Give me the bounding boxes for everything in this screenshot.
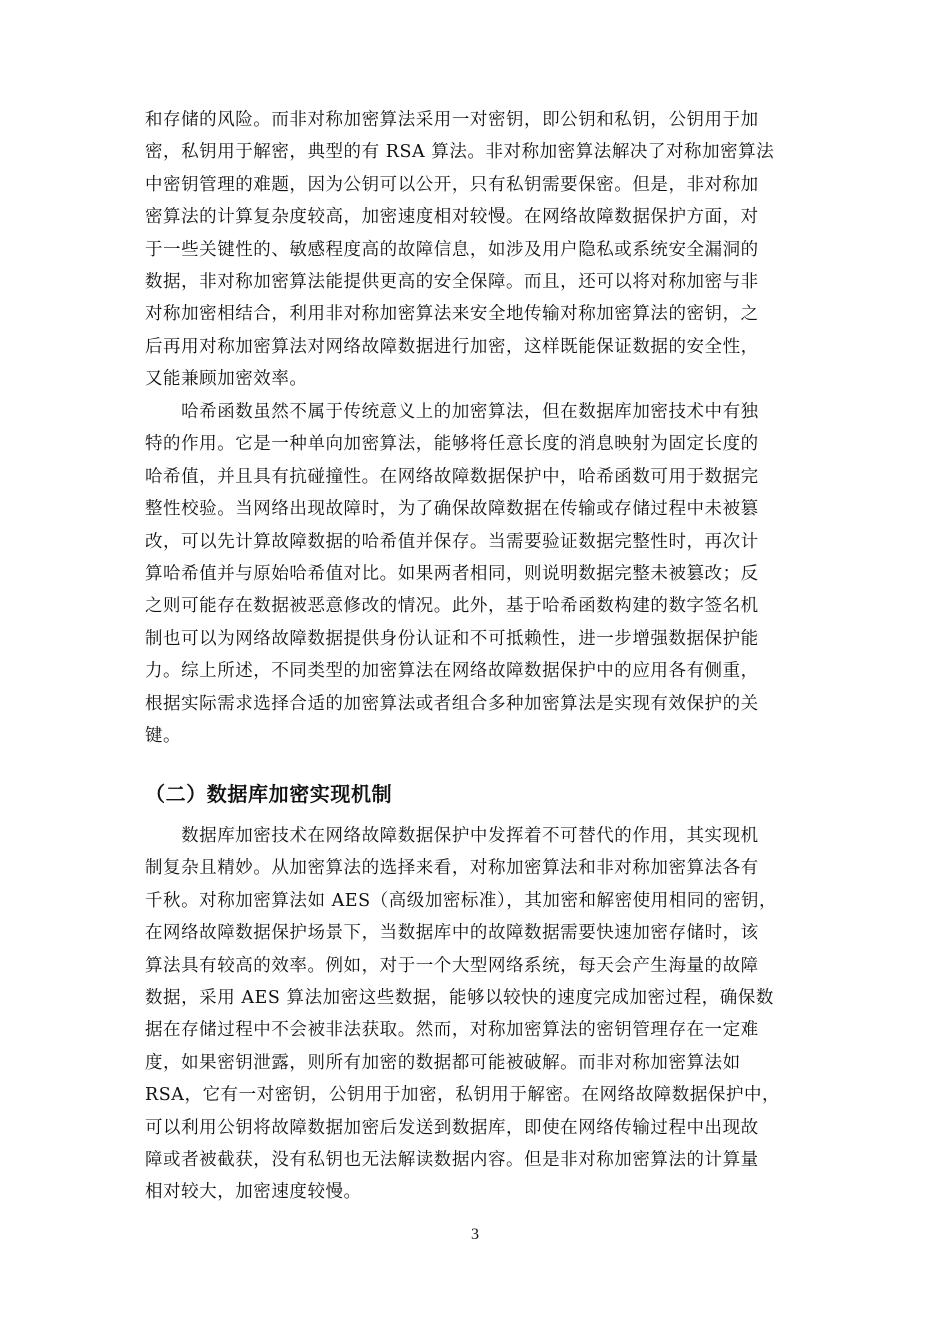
paragraph-asymmetric-encryption bbox=[145, 104, 805, 396]
text-line: 数据，非对称加密算法能提供更高的安全保障。而且，还可以将对称加密与非 bbox=[145, 271, 759, 292]
paragraph-hash-functions bbox=[145, 396, 805, 752]
text-line: 中密钥管理的难题，因为公钥可以公开，只有私钥需要保密。但是，非对称加 bbox=[145, 174, 759, 195]
page-number: 3 bbox=[471, 1226, 479, 1243]
text-line: 制也可以为网络故障数据提供身份认证和不可抵赖性，进一步增强数据保护能 bbox=[145, 628, 759, 649]
text-line: 密算法的计算复杂度较高，加密速度相对较慢。在网络故障数据保护方面，对 bbox=[145, 207, 759, 228]
text-line: 千秋。对称加密算法如 AES（高级加密标准），其加密和解密使用相同的密钥， bbox=[145, 890, 778, 911]
text-line: 整性校验。当网络出现故障时，为了确保故障数据在传输或存储过程中未被篡 bbox=[145, 499, 759, 520]
text-line: 制复杂且精妙。从加密算法的选择来看，对称加密算法和非对称加密算法各有 bbox=[145, 858, 759, 879]
text-line: 后再用对称加密算法对网络故障数据进行加密，这样既能保证数据的安全性， bbox=[145, 336, 759, 357]
text-line: 改，可以先计算故障数据的哈希值并保存。当需要验证数据完整性时，再次计 bbox=[145, 531, 759, 552]
text-line: 键。 bbox=[145, 725, 182, 746]
text-line: 算法具有较高的效率。例如，对于一个大型网络系统，每天会产生海量的故障 bbox=[145, 955, 759, 976]
text-line: 数据库加密技术在网络故障数据保护中发挥着不可替代的作用，其实现机 bbox=[145, 826, 759, 846]
text-line: 特的作用。它是一种单向加密算法，能够将任意长度的消息映射为固定长度的 bbox=[145, 434, 759, 455]
text-line: 对称加密相结合，利用非对称加密算法来安全地传输对称加密算法的密钥，之 bbox=[145, 304, 759, 325]
text-line: 根据实际需求选择合适的加密算法或者组合多种加密算法是实现有效保护的关 bbox=[145, 693, 759, 714]
text-line: 在网络故障数据保护场景下，当数据库中的故障数据需要快速加密存储时，该 bbox=[145, 923, 759, 944]
text-line: 于一些关键性的、敏感程度高的故障信息，如涉及用户隐私或系统安全漏洞的 bbox=[145, 239, 759, 260]
text-line: 相对较大，加密速度较慢。 bbox=[145, 1182, 362, 1203]
text-line: 据在存储过程中不会被非法获取。然而，对称加密算法的密钥管理存在一定难 bbox=[145, 1020, 759, 1041]
text-line: 算哈希值并与原始哈希值对比。如果两者相同，则说明数据完整未被篡改；反 bbox=[145, 563, 759, 584]
text-line: RSA，它有一对密钥，公钥用于加密，私钥用于解密。在网络故障数据保护中， bbox=[145, 1085, 781, 1106]
text-line: 和存储的风险。而非对称加密算法采用一对密钥，即公钥和私钥，公钥用于加 bbox=[145, 110, 759, 130]
section-heading: （二）数据库加密实现机制 bbox=[145, 782, 393, 806]
text-line: 障或者被截获，没有私钥也无法解读数据内容。但是非对称加密算法的计算量 bbox=[145, 1149, 759, 1170]
paragraph-implementation-mechanism bbox=[145, 820, 805, 1209]
text-line: 数据，采用 AES 算法加密这些数据，能够以较快的速度完成加密过程，确保数 bbox=[145, 987, 774, 1008]
text-line: 可以利用公钥将故障数据加密后发送到数据库，即使在网络传输过程中出现故 bbox=[145, 1117, 759, 1138]
text-line: 之则可能存在数据被恶意修改的情况。此外，基于哈希函数构建的数字签名机 bbox=[145, 596, 759, 617]
text-line: 哈希函数虽然不属于传统意义上的加密算法，但在数据库加密技术中有独 bbox=[145, 402, 759, 422]
text-line: 度，如果密钥泄露，则所有加密的数据都可能被破解。而非对称加密算法如 bbox=[145, 1052, 741, 1073]
text-line: 力。综上所述，不同类型的加密算法在网络故障数据保护中的应用各有侧重， bbox=[145, 661, 759, 682]
text-line: 哈希值，并且具有抗碰撞性。在网络故障数据保护中，哈希函数可用于数据完 bbox=[145, 466, 759, 487]
text-line: 又能兼顾加密效率。 bbox=[145, 369, 308, 390]
text-line: 密，私钥用于解密，典型的有 RSA 算法。非对称加密算法解决了对称加密算法 bbox=[145, 142, 775, 163]
